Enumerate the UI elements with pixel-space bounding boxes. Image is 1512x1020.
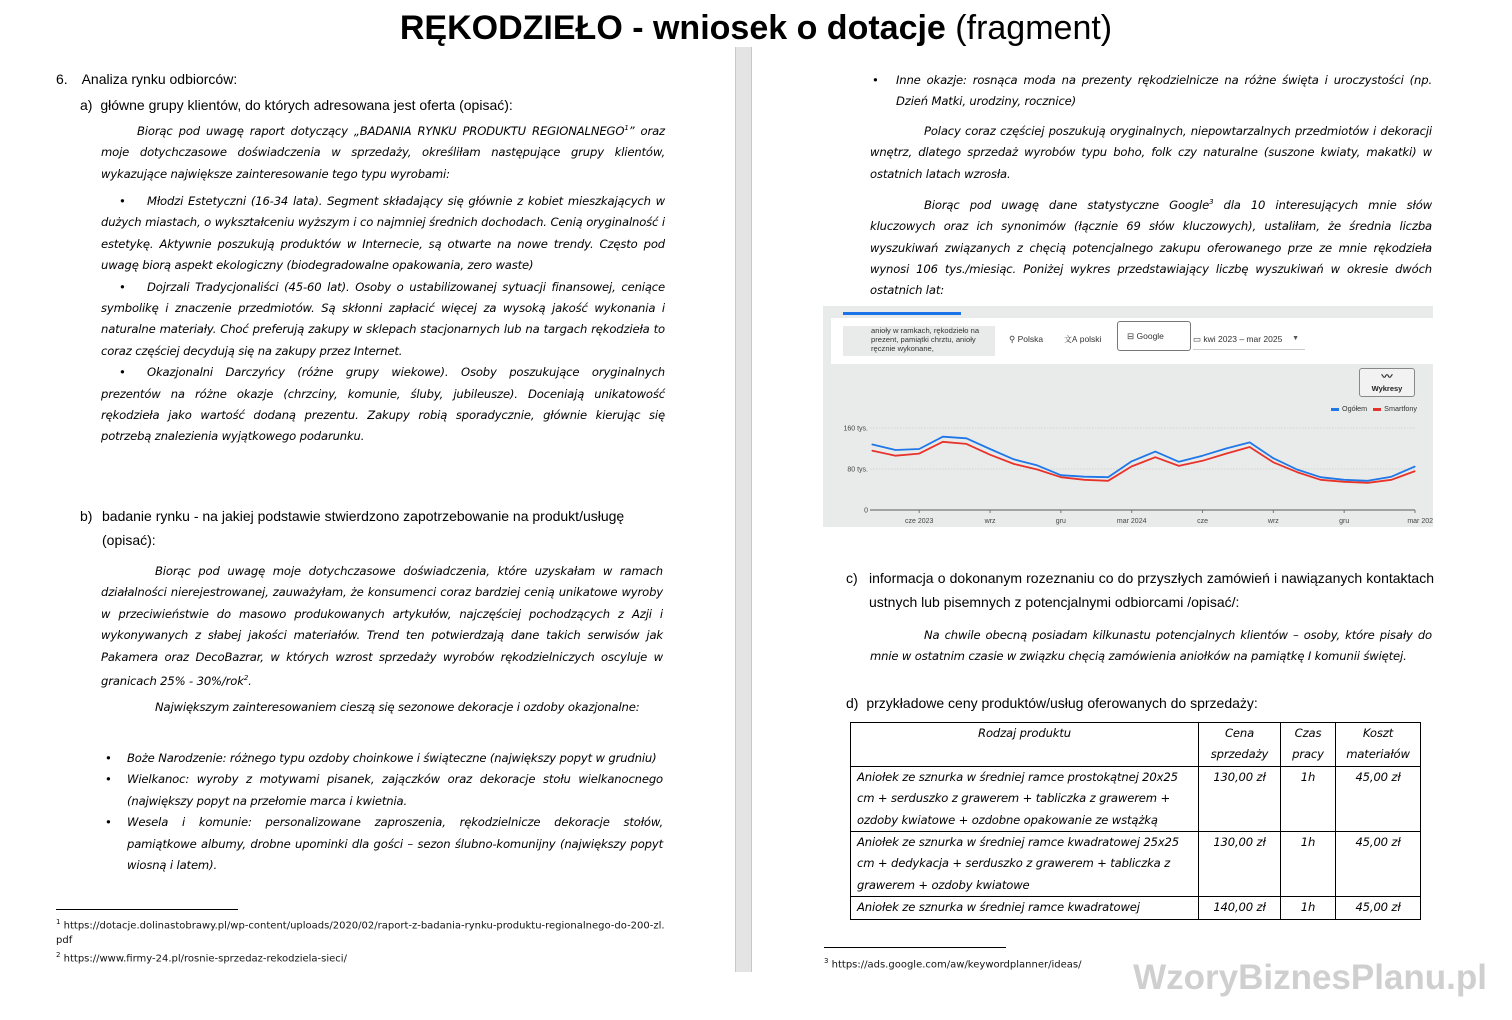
section-6-heading [56,71,237,87]
data-point [1344,481,1345,482]
search-network-icon: ⊟ [1127,331,1135,341]
data-point [1084,479,1085,480]
data-point [1202,460,1203,461]
seasonal-text: Wielkanoc: wyroby z motywami pisanek, zajączków oraz dekoracje stołu wielkanocnego (największy popyt na przełomie marca i kwietnia. [127,772,663,808]
data-point [1273,458,1274,459]
section-title: Analiza rynku odbiorców: [81,71,238,87]
bullet-icon: • [119,365,126,380]
x-tick-label: gru [1339,518,1350,525]
data-point [989,448,990,449]
subsection-b-heading [80,504,670,552]
time-cell: 1h [1281,832,1336,897]
footnote-3-link[interactable]: https://ads.google.com/aw/keywordplanner/ideas/ [831,959,1082,971]
list-item [101,362,665,448]
subsection-a-intro [101,118,665,185]
client-groups-list [101,191,665,448]
list-item [101,277,665,363]
subsection-b-title: badanie rynku - na jakiej podstawie stwierdzono zapotrzebowanie na produkt/usługę (opisać): [102,508,625,548]
data-point [895,455,896,456]
table-header-row [851,723,1421,767]
time-cell: 1h [1281,897,1336,919]
data-point [871,444,872,445]
market-research-text: Biorąc pod uwagę moje dotychczasowe doświadczenia, które uzyskałam w ramach działalności nierejestrowanej, zauważyłam, że konsumenci coraz bardziej cenią unikatowe wyroby w przeciwieństwie do masowo produkowanych artykułów, najczęściej pochodzących z Azji i wykonywanych z słabej jakości materiałów. Trend ten potwierdzają dane takich serwisów jak Pakamera oraz DecoBazrar, w których wzrost sprzedaży wyrobów rękodzielniczych oscyluje w granicach 25% - 30%/rok [101,564,663,688]
client-group-text: Młodzi Estetyczni (16-34 lata). Segment składający się głównie z kobiet mieszkających w dużych miastach, o wykształceniu wyższym i co najmniej średnich dochodach. Cenią oryginalność i estetykę. Aktywnie poszukują produktów w Internecie, są otwarte na nowe trendy. Często pod uwagę biorą aspekt ekologiczny (biodegradowalne opakowania, zero waste) [101,194,665,273]
price-cell: 140,00 zł [1199,897,1281,919]
bullet-icon: • [872,73,879,87]
data-point [1296,471,1297,472]
col-header-price: Cena sprzedaży [1199,723,1281,767]
footnote-ref-3[interactable]: 3 [1209,198,1214,206]
footnotes-left [56,915,668,967]
price-cell: 130,00 zł [1199,832,1281,897]
x-tick-label: cze 2023 [905,518,934,525]
location-filter[interactable]: ⚲ Polska [1009,334,1044,344]
data-point [1131,461,1132,462]
data-point [1037,465,1038,466]
watermark: WzoryBiznesPlanu.pl [1133,958,1487,997]
x-tick-label: wrz [1267,518,1279,525]
charts-button[interactable]: 〰 Wykresy [1359,368,1415,397]
subsection-d-title: przykładowe ceny produktów/usług oferowanych do sprzedaży: [866,695,1258,711]
cost-cell: 45,00 zł [1336,897,1421,919]
data-point [1226,453,1227,454]
subsection-d-label: d) [846,695,859,711]
data-point [919,453,920,454]
data-point [1107,480,1108,481]
data-point [895,449,896,450]
data-point [1155,457,1156,458]
data-point [1037,469,1038,470]
network-filter[interactable]: ⊟ Google [1117,321,1191,351]
data-point [1249,446,1250,447]
x-tick-label: gru [1055,518,1066,525]
list-item [105,769,663,812]
keyword-planner-chart [823,306,1433,527]
footnote-ref-2[interactable]: 2 [243,674,249,683]
cost-cell: 45,00 zł [1336,832,1421,897]
client-group-text: Dojrzali Tradycjonaliści (45-60 lat). Osoby o ustabilizowanej sytuacji finansowej, ceniące symbolikę i znaczenie przedmiotów. Są skłonni zapłacić więcej za wysoką jakość wykonania i naturalne materiały. Choć preferują zakupy w sklepach stacjonarnych lub na targach rękodzieła to coraz częściej decydują się na zakupy przez Internet. [101,279,665,358]
data-point [1391,479,1392,480]
subsection-c-para: Na chwile obecną posiadam kilkunastu potencjalnych klientów – osoby, które pisały do mnie w ostatnim czasie w związku chęcią zamówienia aniołków na pamiątkę I komunii świętej. [870,628,1432,664]
data-point [1414,470,1415,471]
data-point [1060,477,1061,478]
bullet-icon: • [105,751,112,765]
bullet-icon: • [105,772,112,787]
data-point [871,450,872,451]
data-point [1414,466,1415,467]
page-title [0,6,1512,50]
trend-line-icon: 〰 [1381,371,1393,383]
footnote-1: $^1$ https://dotacje.dolinastobrawy.pl/wp-content/uploads/2020/02/raport-z-badania-rynku-produktu-regionalnego-do-200-zl.pdf [56,918,665,947]
subsection-c-label: c) [846,570,858,586]
trend-paragraph: Polacy coraz częściej poszukują oryginalnych, niepowtarzalnych przedmiotów i dekoracji wnętrz, dlatego sprzedaż wyrobów typu boho, folk czy naturalne (suszone kwiaty, makatki) w ostatnich latach wzrosła. [870,124,1432,181]
bullet-icon: • [105,815,112,830]
footnote-ref-1[interactable]: 1 [624,124,629,132]
footnote-separator [824,947,1006,948]
line-chart [823,306,1433,527]
subsection-b-label: b) [80,508,93,524]
footnote-2: $^2$ https://www.firmy-24.pl/rosnie-sprzedaz-rekodziela-sieci/ [56,951,347,965]
table-row [851,897,1421,919]
data-point [1320,479,1321,480]
footnote-separator [56,909,238,910]
data-point [1249,442,1250,443]
intro-rest: oraz moje dotychczasowe doświadczenia w sprzedaży, określiłam następujące grupy klientów, wykazujące największe zainteresowanie tego typu wyrobami: [101,123,665,181]
data-point [989,454,990,455]
section-number: 6. [56,71,68,87]
product-cell: Aniołek ze sznurka w średniej ramce kwadratowej 25x25 cm + dedykacja + serduszko z grawerem + tabliczka z grawerem + ozdoby kwiatowe [851,832,1199,897]
data-point [1178,465,1179,466]
subsection-c-heading [846,566,1434,614]
col-header-product: Rodzaj produktu [851,723,1199,767]
data-point [1084,476,1085,477]
keywords-field[interactable]: anioły w ramkach, rękodzieło na prezent, pamiątki chrztu, anioły ręcznie wykonane, [843,326,995,356]
y-tick-label: 80 tys. [847,466,868,474]
subsection-a-heading [80,97,513,113]
calendar-icon: ▭ [1193,334,1202,344]
date-range-picker[interactable]: ▭ kwi 2023 – mar 2025 ▼ [1193,334,1305,350]
other-occasions-list [872,70,1432,113]
client-group-text: Okazjonalni Darczyńcy (różne grupy wiekowe). Osoby poszukujące oryginalnych prezentów na różne okazje (chrzciny, komunie, śluby, jubileusze). Doceniają unikatowość rękodzieła jako wartość dodaną prezentu. Zakupy robią sporadycznie, głównie kierując się potrzebą znalezienia wyjątkowego podarunku. [101,365,665,444]
data-point [1131,466,1132,467]
x-tick-label: mar 202 [1407,518,1433,525]
data-point [1273,462,1274,463]
y-tick-label: 160 tys. [843,425,868,433]
list-item [872,70,1432,113]
legend-label-ogolem: Ogółem [1342,404,1368,413]
data-point [1367,480,1368,481]
list-item: • Młodzi Estetyczni (16-34 lata). Segment składający się głównie z kobiet mieszkających w dużych miastach, o wykształceniu wyższym i co najmniej średnich dochodach. Cenią oryginalność i estetykę. Aktywnie poszukują produktów w Internecie, są otwarte na nowe trendy. Często pod uwagę biorą aspekt ekologiczny (biodegradowalne opakowania, zero waste) [101,194,665,273]
subsection-b-para2 [101,697,663,718]
subsection-d-heading [846,695,1258,711]
col-header-time: Czas pracy [1281,723,1336,767]
data-point [942,436,943,437]
series-line-smartfony [872,442,1415,483]
data-point [1226,448,1227,449]
cost-cell: 45,00 zł [1336,766,1421,831]
data-point [1013,463,1014,464]
x-tick-label: mar 2024 [1116,518,1147,525]
table-row [851,832,1421,897]
legend-label-smartfony: Smartfony [1384,404,1417,413]
title-main: RĘKODZIEŁO - wniosek o dotacje [399,9,946,47]
data-point [1013,459,1014,460]
seasonal-list [105,748,663,876]
seasonal-text: Boże Narodzenie: różnego typu ozdoby choinkowe i świąteczne (największy popyt w grudniu) [127,751,657,765]
price-cell: 130,00 zł [1199,766,1281,831]
table-row [851,766,1421,831]
y-tick-label: 0 [864,507,868,515]
pin-icon: ⚲ [1009,334,1016,344]
product-cell: Aniołek ze sznurka w średniej ramce prostokątnej 20x25 cm + serduszko z grawerem + tabliczka z grawerem + ozdoby kwiatowe + ozdobne opakowanie ze wstążką [851,766,1199,831]
google-stats-paragraph: Biorąc pod uwagę dane statystyczne Google$^3$ dla 10 interesujących mnie słów kluczowych oraz ich synonimów (łącznie 69 słów kluczowych), ustaliłam, że średnia liczba wyszukiwań związanych z chęcią potencjalnego zakupu oferowanego prze ze mnie rękodzieła wynosi 106 tys./miesiąc. Poniżej wykres przedstawiający liczbę wyszukiwań w okresie dwóch ostatnich lat: [870,197,1433,298]
data-point [1320,477,1321,478]
translate-icon: 文A [1064,335,1078,344]
seasonal-text: Wesela i komunie: personalizowane zaproszenia, rękodzielnicze dekoracje stołów, pamiątkowe albumy, drobne upominki dla gości – sezon ślubno-komunijny (największy popyt wiosną i latem). [127,815,663,873]
data-point [1107,477,1108,478]
data-point [1155,451,1156,452]
subsection-a-label: a) [80,97,93,113]
data-point [1202,455,1203,456]
price-table [850,722,1421,920]
other-occasions-text: Inne okazje: rosnąca moda na prezenty rękodzielnicze na różne święta i uroczystości (np. Dzień Matki, urodziny, rocznice) [896,73,1432,109]
footnote-3: $^3$ https://ads.google.com/aw/keywordplanner/ideas/ [824,957,1082,971]
subsection-c-title: informacja o dokonanym rozeznaniu co do przyszłych zamówień i nawiązanych kontaktach ustnych lub pisemnych z potencjalnymi odbiorcami /opisać/: [869,570,1434,610]
data-point [1367,482,1368,483]
x-tick-label: wrz [984,518,996,525]
dropdown-caret-icon: ▼ [1292,335,1299,342]
data-point [942,441,943,442]
data-point [1060,475,1061,476]
x-tick-label: cze [1197,518,1208,525]
data-point [919,448,920,449]
subsection-a-title: główne grupy klientów, do których adresowana jest oferta (opisać): [100,97,513,113]
footnote-2-link[interactable]: https://www.firmy-24.pl/rosnie-sprzedaz-rekodziela-sieci/ [63,953,347,965]
title-suffix: (fragment) [955,9,1113,47]
list-item [105,812,663,876]
subsection-b-para1 [101,561,663,692]
intro-close-quote: ” [628,123,635,138]
seasonal-intro: Największym zainteresowaniem cieszą się sezonowe dekoracje i ozdoby okazjonalne: [155,700,640,714]
product-cell: Aniołek ze sznurka w średniej ramce kwadratowej [851,897,1199,919]
period: . [248,673,252,688]
data-point [966,443,967,444]
intro-text: Biorąc pod uwagę raport dotyczący „BADANIA RYNKU PRODUKTU REGIONALNEGO [137,123,625,138]
data-point [1344,479,1345,480]
data-point [1391,476,1392,477]
data-point [966,438,967,439]
list-item [105,748,663,769]
data-point [1296,469,1297,470]
data-point [1178,461,1179,462]
page-divider [735,47,752,972]
bullet-icon: • [119,279,126,294]
col-header-cost: Koszt materiałów [1336,723,1421,767]
language-filter[interactable]: 文A polski [1064,334,1102,344]
footnote-1-link[interactable]: https://dotacje.dolinastobrawy.pl/wp-content/uploads/2020/02/raport-z-badania-rynku-produktu-regionalnego-do-200-zl.pdf [56,920,665,947]
time-cell: 1h [1281,766,1336,831]
